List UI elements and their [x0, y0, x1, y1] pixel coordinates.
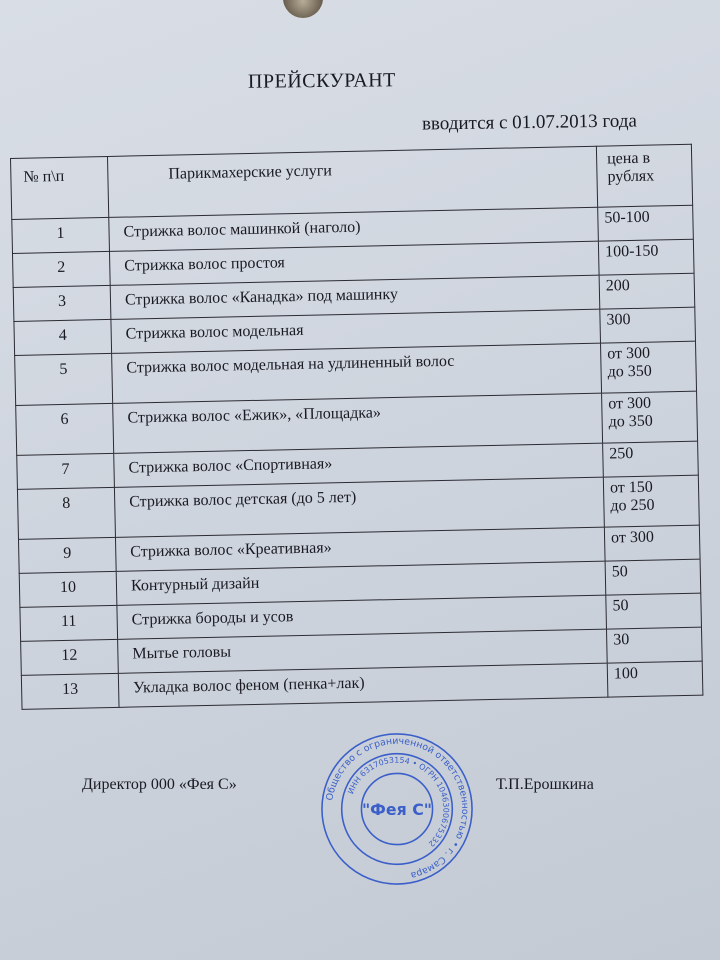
row-number: 1: [12, 217, 110, 253]
row-price-line: до 250: [610, 496, 655, 515]
row-price-line: 100: [613, 664, 639, 683]
row-number: 9: [18, 537, 116, 573]
row-number: 6: [16, 403, 114, 455]
row-price: [599, 273, 695, 309]
row-price-line: от 300: [610, 528, 655, 547]
row-price: [604, 525, 700, 561]
row-price: [606, 593, 702, 629]
header-number: № п\п: [11, 156, 109, 219]
row-number: 12: [21, 639, 119, 675]
document-title: ПРЕЙСКУРАНТ: [247, 69, 396, 93]
director-name: Т.П.Ерошкина: [496, 776, 594, 793]
row-price: [607, 661, 703, 697]
row-number: 2: [12, 251, 110, 287]
svg-text:"Фея С": "Фея С": [361, 799, 433, 819]
row-price-line: 250: [609, 445, 634, 463]
row-price-line: 300: [606, 311, 631, 329]
effective-date: вводится с 01.07.2013 года: [421, 110, 638, 135]
row-service: Мытье головы: [118, 629, 608, 673]
row-price-line: 30: [613, 631, 630, 649]
row-price: [605, 559, 701, 595]
svg-text:Общество с ограниченной ответс: Общество с ограниченной ответственностью • г. Самара: [324, 735, 471, 881]
row-service: Стрижка волос «Ежик», «Площадка»: [113, 393, 603, 453]
row-service: Стрижка бороды и усов: [117, 595, 607, 639]
header-price: [596, 144, 692, 207]
row-number: 4: [14, 319, 112, 355]
row-price: [598, 239, 694, 275]
row-number: 11: [20, 605, 118, 641]
row-number: 13: [21, 673, 119, 709]
header-service: Парикмахерские услуги: [107, 146, 597, 217]
row-price-line: 50: [611, 563, 628, 581]
row-service: Стрижка волос машинкой (наголо): [109, 207, 599, 251]
row-price: [602, 391, 698, 443]
row-service: Укладка волос феном (пенка+лак): [118, 663, 608, 707]
row-service: Стрижка волос «Канадка» под машинку: [110, 275, 600, 319]
row-service: Стрижка волос модельная: [111, 309, 601, 353]
header-price-line2: рублях: [607, 167, 655, 186]
row-number: 8: [17, 487, 115, 539]
price-table: [10, 144, 703, 710]
row-price: [598, 205, 694, 241]
row-price-line: 100-150: [604, 242, 659, 261]
row-number: 3: [13, 285, 111, 321]
row-service: Стрижка волос «Креативная»: [115, 527, 605, 571]
row-price: [600, 307, 696, 343]
row-price: [606, 627, 702, 663]
row-number: 10: [19, 571, 117, 607]
row-price-line: от 300: [607, 344, 651, 363]
row-number: 7: [17, 453, 115, 489]
row-price-line: 50-100: [604, 208, 650, 227]
row-price: [603, 475, 699, 527]
row-price-line: до 350: [608, 412, 653, 431]
svg-text:ИНН 6317053154 • ОГРН 10463006: ИНН 6317053154 • ОГРН 1046300675332: [346, 755, 451, 849]
row-number: 5: [15, 353, 113, 405]
row-service: Стрижка волос детская (до 5 лет): [114, 477, 604, 537]
row-price: [601, 341, 697, 393]
company-seal: [318, 730, 476, 888]
director-title: Директор 000 «Фея С»: [82, 776, 237, 793]
row-service: Стрижка волос простоя: [109, 241, 599, 285]
row-service: Контурный дизайн: [116, 561, 606, 605]
push-pin: [283, 0, 323, 18]
row-service: Стрижка волос «Спортивная»: [114, 443, 604, 487]
row-price-line: от 150: [609, 478, 653, 497]
row-price: [603, 441, 699, 477]
row-price-line: 200: [605, 277, 630, 295]
header-price-line1: цена в: [606, 149, 651, 168]
row-price-line: от 300: [608, 394, 652, 413]
row-service: Стрижка волос модельная на удлиненный волос: [112, 343, 602, 403]
row-price-line: до 350: [607, 362, 652, 381]
row-price-line: 50: [612, 597, 629, 615]
